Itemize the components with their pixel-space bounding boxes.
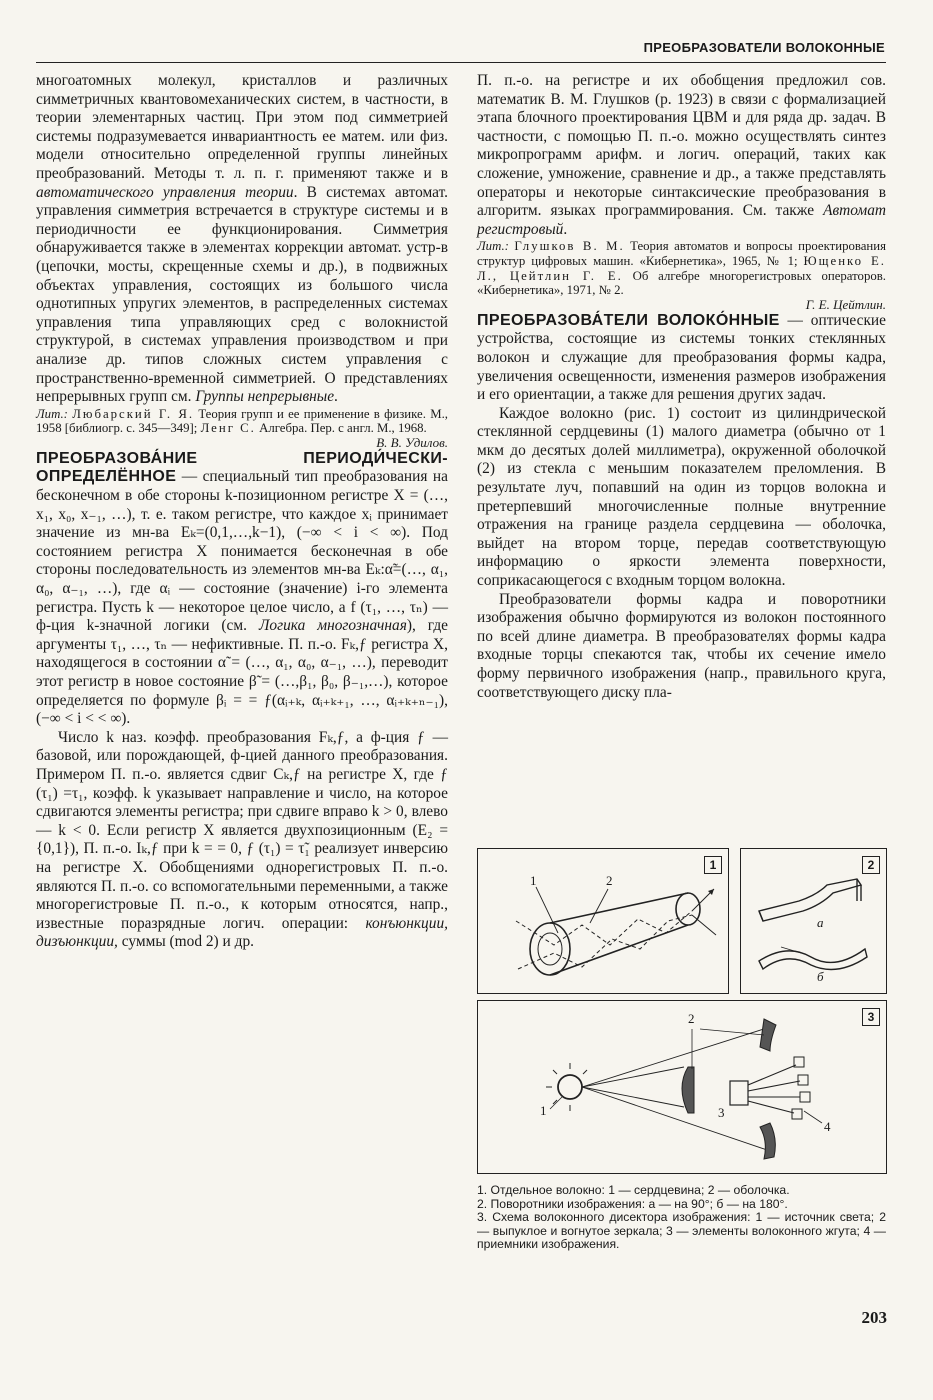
- figure-label: 1: [530, 873, 537, 888]
- figure-3-fiber-dissector: [477, 1000, 887, 1174]
- figure-label: 2: [606, 873, 613, 888]
- text-run: — оптические устройства, состоящие из системы тонких стеклянных волокон и служащие для преобразования формы кадра, увеличения освещенности, изменения размеров изображения и его ориентации, а также для решения других задач.: [477, 311, 886, 404]
- figure-label: а: [817, 915, 824, 930]
- entry-fiber-converters: [477, 312, 886, 405]
- text-run: . В системах автомат. управления симметрия встречается в структуре системы и в периодичности ее функционирования. Симметрия обнаруживается также в элементах коррекции автомат. устр-в (цепочки, мосты, скрещенные схемы и др.), в подвижных объектах управления, состоящих из большого числа однотипных упругих элементов, в распределенных системах управления типа управляющих сред с волокнистой структурой, в системах управления производством и при анализе др. типов сложных систем управления с пространственно-временной симметрией. О представлениях непрерывных групп см.: [36, 183, 448, 406]
- text-run: ), где аргументы τ₁, …, τₙ — нефиктивные. П. п.-о. Fₖ,ƒ регистра X, находящегося в состоянии α̃ = (…, α₁, α₀, α₋₁, …), переводит этот регистр в новое состояние β̃ = (…,β₁, β₀, β₋₁,…), которое определяется по формуле βᵢ = = ƒ(αᵢ₊ₖ, αᵢ₊ₖ₊₁, …, αᵢ₊ₖ₊ₙ₋₁), (−∞ < i < < ∞).: [36, 617, 449, 728]
- lit-label: Лит.:: [477, 239, 515, 254]
- paragraph-coefficient: [36, 729, 448, 952]
- lit-text: Алгебра. Пер. с англ. М., 1968.: [255, 421, 427, 436]
- paragraph-glushkov: П. п.-о. на регистре и их обобщения предложил сов. математик В. М. Глушков (р. 1923) в связи с формализацией этапа блочного проектирования ЦВМ и для ряда др. задач. В частности, с помощью П. п.-о. можно осуществлять синтез микропрограмм арифм. и логич. операций, таких как сложение, умножение, сравнение и др., а также представлять операторы и некоторые синтаксические преобразования в алгоритм. языках программирования. См. также Автомат регистровый.: [477, 72, 886, 238]
- lit-author: Ющенко Е. Л., Цейтлин Г. Е.: [477, 253, 886, 283]
- cross-reference[interactable]: Автомат регистровый: [477, 202, 886, 238]
- entry-headword: ПРЕОБРАЗОВА́ТЕЛИ ВОЛОКО́ННЫЕ: [477, 311, 780, 329]
- lit-text: Теория автоматов и вопросы проектирования структур цифровых машин. «Кибернетика», 1965, № 1;: [477, 239, 887, 268]
- paragraph-symmetry: многоатомных молекул, кристаллов и различных симметричных квантовомеханических систем, в частности, в теории элементарных частиц. При этом под симметрией системы подразумевается инвариантность ее матем. или физ. модели относительно определенной группы линейных преобразований. Методы т. л. п. г. применяют также и в автоматического управления теории. В системах автомат. управления симметрия встречается в структуре системы и в периодичности ее функционирования. Симметрия обнаруживается также в элементах коррекции автомат. устр-в (цепочки, мосты, скрещенные схемы и др.), в подвижных объектах управления, состоящих из большого числа однотипных упругих элементов, в распределенных системах управления типа управляющих сред с волокнистой структурой, в системах управления производством и при анализе др. типов сложных систем управления с пространственно-временной симметрией. О представлениях непрерывных групп см. Группы непрерывные.: [36, 72, 448, 406]
- caption-1: 1. Отдельное волокно: 1 — сердцевина; 2 — оболочка.: [477, 1183, 790, 1197]
- entry-periodic-transform: [36, 450, 448, 729]
- figure-1-single-fiber: [477, 848, 729, 994]
- author-signature-2: Г. Е. Цейтлин.: [805, 296, 886, 312]
- lit-author: Любарский Г. Я.: [72, 406, 195, 421]
- left-column: [36, 72, 448, 952]
- header-rule: [36, 62, 886, 63]
- paragraph-frame-converters: Преобразователи формы кадра и поворотники изображения обычно формируются из волокон постоянного по всей длине диаметра. В преобразователях формы кадра входные торцы спекаются так, чтобы их сечение имело форму первичного изображения (напр., правильного круга, соответствующего диску пла-: [477, 590, 886, 701]
- fiber-illustration: [478, 849, 728, 993]
- bibliography-1: [36, 407, 448, 436]
- italic-text: конъюнкции, дизъюнкции,: [36, 914, 448, 951]
- text-run: — специальный тип преобразования на бесконечном в обе стороны k-позиционном регистре X = (…, x₁, x₀, x₋₁, …), т. е. таком регистре, что каждое xᵢ принимает значение из мн-ва Eₖ=(0,1,…,k−1), (−∞ < i < ∞). Под состоянием регистра X понимается бесконечная в обе стороны последовательность из элементов мн-ва Eₖ:α̃=(…, α₁, α₀, α₋₁, …), где αᵢ — состояние (значение) i-го элемента регистра. Пусть k — некоторое целое число, a f (τ₁, …, τₙ) — ф-ция k-значной логики (см.: [36, 468, 448, 635]
- text-run: суммы (mod 2) и др.: [117, 933, 254, 951]
- cross-reference[interactable]: автоматического управления теории: [36, 183, 294, 201]
- lit-label: Лит.:: [36, 406, 73, 421]
- right-column: [477, 72, 886, 702]
- figure-label: 1: [540, 1103, 547, 1118]
- figure-number: 2: [862, 856, 880, 874]
- lit-text: Теория групп и ее применение в физике. М., 1958 [библиогр. с. 345—349];: [36, 406, 448, 436]
- dissector-illustration: [478, 1001, 886, 1173]
- figure-label: б: [817, 969, 824, 984]
- paragraph-fiber-structure: Каждое волокно (рис. 1) состоит из цилиндрической стеклянной сердцевины (1) малого диаметра (обычно от 1 мкм до десятых долей миллиметра), окруженной оболочкой (2) из стекла с меньшим показателем преломления. В результате луч, попавший на один из торцов волокна и претерпевший многочисленные полные внутренние отражения на границе раздела сердцевина — оболочка, выйдет на втором торце, передав соответствующую информацию о яркости элемента поверхности, соприкасающегося с входным торцом волокна.: [477, 404, 886, 590]
- text-run: многоатомных молекул, кристаллов и различных симметричных квантовомеханических систем, в частности, в теории элементарных частиц. При этом под симметрией системы подразумевается инвариантность ее матем. или физ. модели относительно определенной группы линейных преобразований. Методы т. л. п. г. применяют также и в: [36, 72, 448, 182]
- figure-label: 3: [718, 1105, 725, 1120]
- author-signature-1: В. В. Удилов.: [376, 434, 448, 450]
- cross-reference[interactable]: Группы непрерывные: [195, 388, 335, 406]
- caption-3: 3. Схема волоконного дисектора изображения: 1 — источник света; 2 — выпуклое и вогнутое зеркала; 3 — элементы волоконного жгута; 4 — приемники изображения.: [477, 1210, 886, 1252]
- figure-number: 1: [704, 856, 722, 874]
- lit-author: Ленг С.: [200, 421, 256, 436]
- cross-reference[interactable]: Логика многозначная: [258, 617, 407, 635]
- running-head: ПРЕОБРАЗОВАТЕЛИ ВОЛОКОННЫЕ: [643, 40, 885, 55]
- entry-headword: ПРЕОБРАЗОВА́НИЕ ПЕРИОДИ́ЧЕСКИ-ОПРЕДЕЛЁННОЕ: [36, 449, 448, 486]
- figure-label: 2: [688, 1011, 695, 1026]
- figure-number: 3: [862, 1008, 880, 1026]
- text-run: Число k наз. коэфф. преобразования Fₖ,ƒ, а ф-ция ƒ — базовой, или порождающей, ф-цией данного преобразования. Примером П. п.-о. является сдвиг Cₖ,ƒ на регистре X, где ƒ (τ₁) =τ₁, коэфф. k указывает направление и число, на которое сдвигаются элементы регистра; при сдвиге вправо k > 0, влево — k < 0. Если регистр X является двухпозиционным (E₂ = {0,1}), П. п.-о. Iₖ,ƒ при k = = 0, ƒ (τ₁) = τ̃₁ реализует инверсию на регистре X. Обобщениями однорегистровых П. п.-о. являются П. п.-о. со вспомогательными переменными, а также многорегистровые П. п.-о., к которым относятся, напр., известные поразрядные логич. операции:: [36, 728, 448, 932]
- bibliography-2: [477, 239, 886, 297]
- figure-2-image-rotators: [740, 848, 887, 994]
- lit-author: Глушков В. М.: [514, 239, 625, 254]
- page-number: 203: [861, 1308, 887, 1327]
- lit-text: Об алгебре многорегистровых операторов. «Кибернетика», 1971, № 2.: [477, 268, 886, 298]
- figure-label: 4: [824, 1119, 831, 1134]
- text-run: П. п.-о. на регистре и их обобщения предложил сов. математик В. М. Глушков (р. 1923) в связи с формализацией этапа блочного проектирования ЦВМ и для ряда др. задач. В частности, с помощью П. п.-о. можно осуществлять синтез микропрограмм арифм. и логич. операций, таких как сложение, умножение, сравнение и др., а также представлять операторы и некоторые синтаксические преобразования в алгоритм. языках программирования. См. также: [477, 72, 886, 220]
- caption-2: 2. Поворотники изображения: а — на 90°; б — на 180°.: [477, 1196, 788, 1211]
- figure-captions: [477, 1184, 886, 1252]
